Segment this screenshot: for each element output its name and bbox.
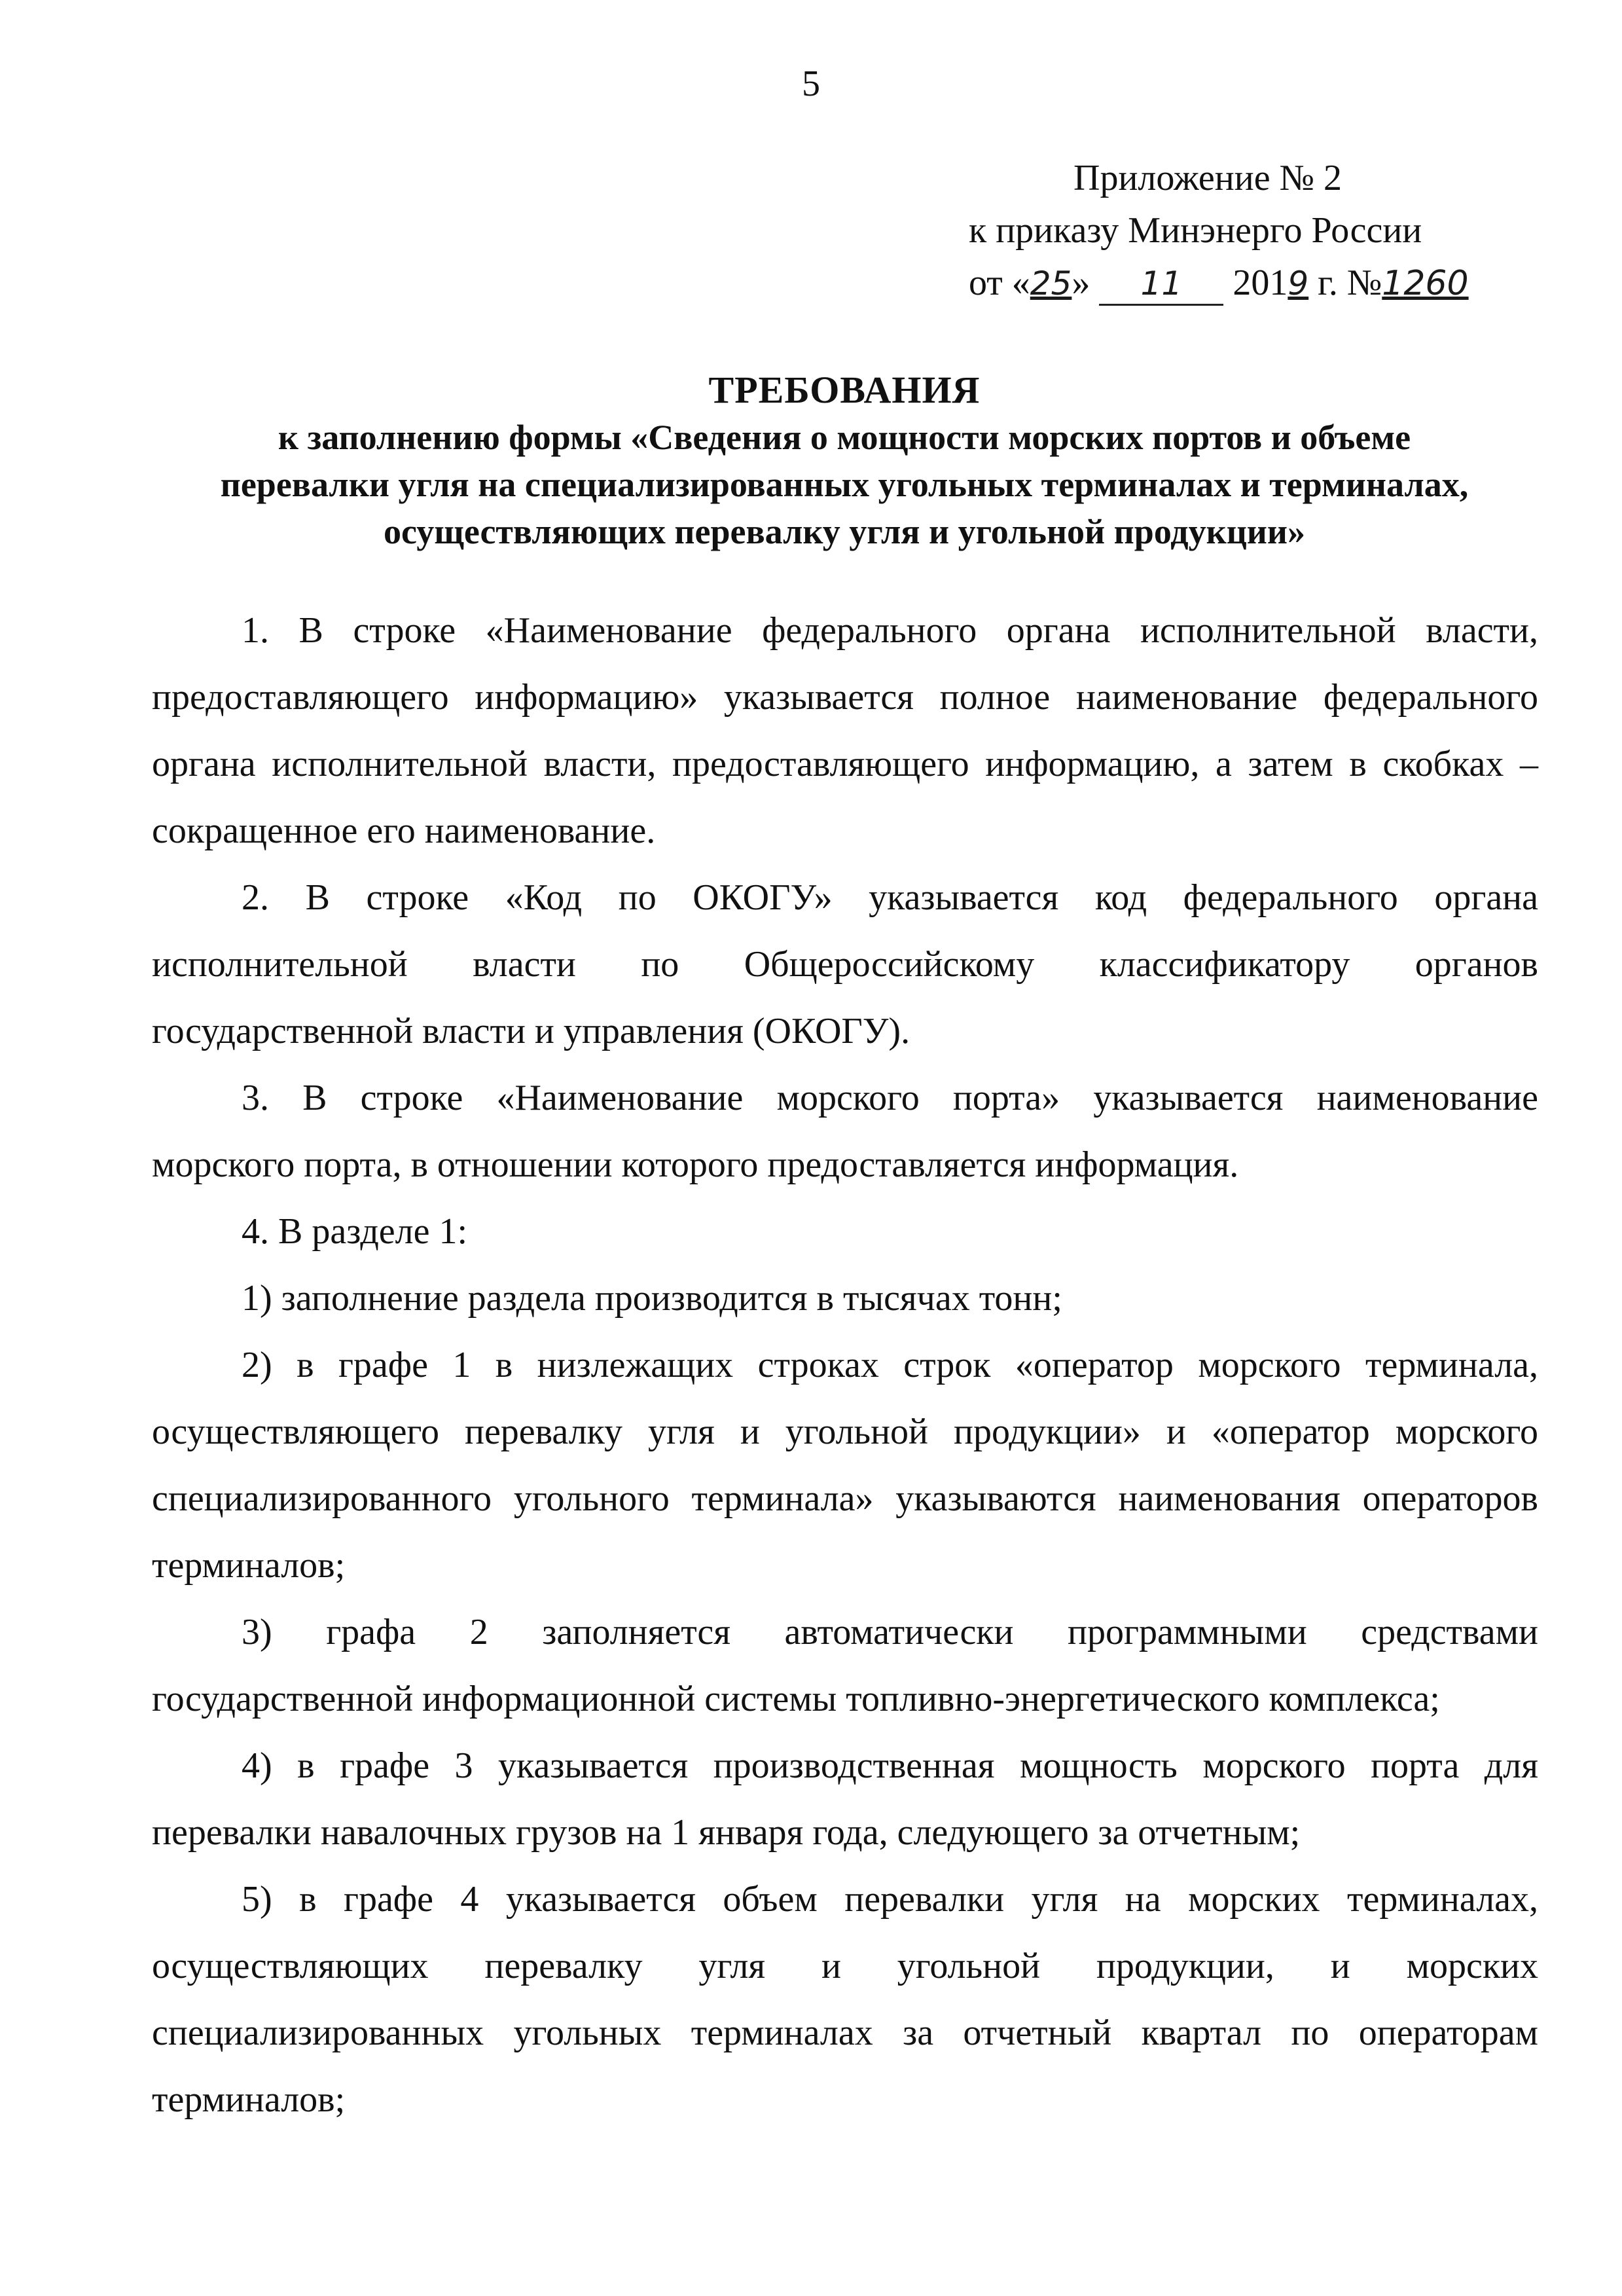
handwritten-month: 11 xyxy=(1140,264,1183,302)
item-3-line-1: 3) графа 2 заполняется автоматически программными средствами xyxy=(242,1612,1538,1652)
paragraph-2-line-2: исполнительной власти по Общероссийскому классификатору органов xyxy=(152,944,1538,985)
title-line-2: перевалки угля на специализированных угольных терминалах и терминалах, xyxy=(220,465,1469,504)
appendix-block xyxy=(969,152,1571,310)
page-number: 5 xyxy=(802,64,820,104)
title-heading: ТРЕБОВАНИЯ xyxy=(708,369,981,411)
year-prefix: 201 xyxy=(1233,263,1288,303)
title-line-1: к заполнению формы «Сведения о мощности морских портов и объеме xyxy=(278,418,1411,457)
paragraph-2-line-1: 2. В строке «Код по ОКОГУ» указывается код федерального органа xyxy=(242,877,1538,918)
appendix-date-line xyxy=(969,257,1571,310)
item-2-line-3: специализированного угольного терминала» указываются наименования операторов xyxy=(152,1478,1538,1519)
item-2-line-1: 2) в графе 1 в низлежащих строках строк «оператор морского терминала, xyxy=(242,1345,1538,1385)
item-5-line-3: специализированных угольных терминалах за отчетный квартал по операторам xyxy=(152,2013,1538,2053)
month-blank xyxy=(1099,263,1223,306)
handwritten-order-number: 1260 xyxy=(1382,264,1469,303)
item-4-line-1: 4) в графе 3 указывается производственная мощность морского порта для xyxy=(242,1745,1538,1786)
appendix-order-ref: к приказу Минэнерго России xyxy=(969,210,1422,251)
item-5-line-2: осуществляющих перевалку угля и угольной продукции, и морских xyxy=(152,1946,1538,1986)
handwritten-year-digit: 9 xyxy=(1288,264,1309,302)
paragraph-2-line-3: государственной власти и управления (ОКОГУ). xyxy=(152,1011,910,1051)
document-title xyxy=(151,367,1538,555)
paragraph-1-line-2: предоставляющего информацию» указывается полное наименование федерального xyxy=(152,677,1538,718)
year-suffix: г. № xyxy=(1308,263,1382,303)
title-line-3: осуществляющих перевалку угля и угольной продукции» xyxy=(383,512,1306,551)
paragraph-4: 4. В разделе 1: xyxy=(242,1211,468,1252)
date-prefix: от « xyxy=(969,263,1030,303)
document-body xyxy=(152,597,1538,2133)
date-mid: » xyxy=(1072,263,1090,303)
paragraph-1-line-4: сокращенное его наименование. xyxy=(152,811,656,851)
appendix-title: Приложение № 2 xyxy=(1073,158,1342,198)
paragraph-1-line-1: 1. В строке «Наименование федерального органа исполнительной власти, xyxy=(242,610,1538,651)
item-2-line-2: осуществляющего перевалку угля и угольной продукции» и «оператор морского xyxy=(152,1412,1538,1452)
item-1: 1) заполнение раздела производится в тысячах тонн; xyxy=(242,1278,1062,1319)
paragraph-1-line-3: органа исполнительной власти, предоставляющего информацию, а затем в скобках – xyxy=(152,744,1538,784)
item-4-line-2: перевалки навалочных грузов на 1 января года, следующего за отчетным; xyxy=(152,1812,1301,1853)
item-2-line-4: терминалов; xyxy=(152,1545,346,1586)
paragraph-3-line-2: морского порта, в отношении которого предоставляется информация. xyxy=(152,1144,1239,1185)
item-3-line-2: государственной информационной системы топливно-энергетического комплекса; xyxy=(152,1679,1440,1719)
item-5-line-1: 5) в графе 4 указывается объем перевалки угля на морских терминалах, xyxy=(242,1879,1538,1920)
paragraph-3-line-1: 3. В строке «Наименование морского порта» указывается наименование xyxy=(242,1078,1538,1118)
handwritten-day: 25 xyxy=(1030,264,1072,302)
item-5-line-4: терминалов; xyxy=(152,2079,346,2120)
